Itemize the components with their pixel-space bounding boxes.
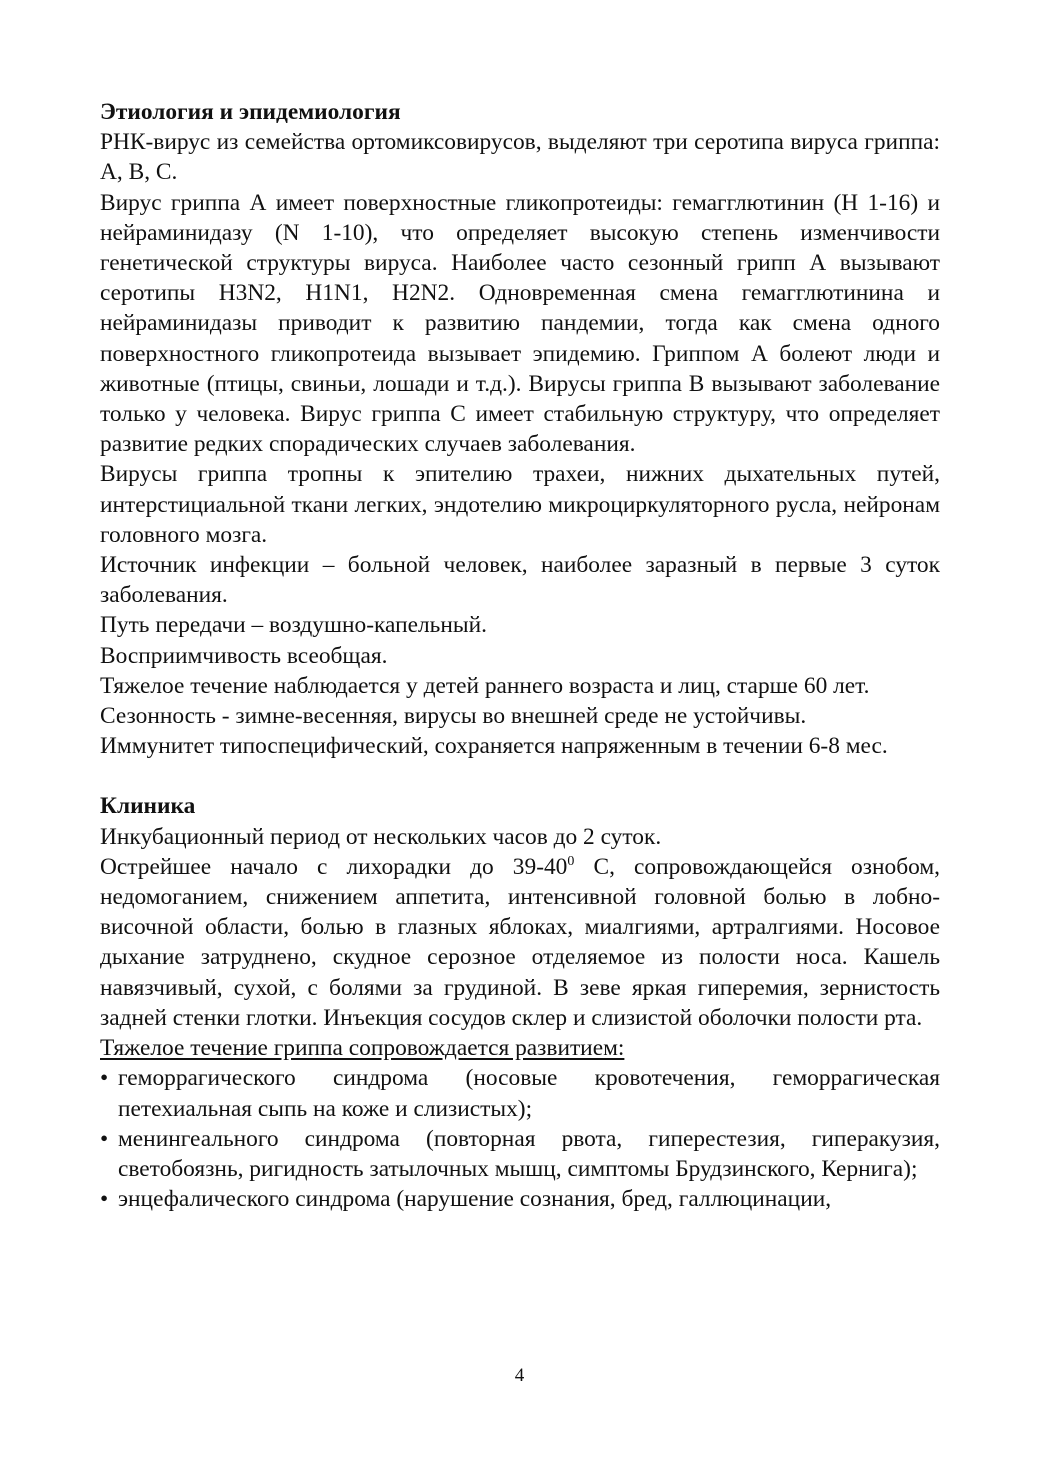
paragraph-seasonality: Сезонность - зимне-весенняя, вирусы во внешней среде не устойчивы. (100, 703, 807, 730)
paragraph-onset (100, 852, 940, 1033)
section-spacer (100, 761, 940, 791)
degree-superscript: 0 (567, 853, 575, 869)
list-item-text: энцефалического синдрома (нарушение сознания, бред, галлюцинации, (118, 1186, 832, 1213)
paragraph-susceptibility: Восприимчивость всеобщая. (100, 642, 388, 669)
bullet-icon: • (100, 1065, 109, 1092)
section-title-clinic: Клиника (100, 793, 196, 820)
list-item-meningeal (100, 1124, 940, 1184)
list-item-encephalic (100, 1184, 940, 1214)
paragraph-incubation: Инкубационный период от нескольких часов до 2 суток. (100, 823, 662, 850)
section-title-etiology: Этиология и эпидемиология (100, 99, 401, 125)
list-item-hemorrhagic (100, 1063, 940, 1123)
paragraph-transmission: Путь передачи – воздушно-капельный. (100, 612, 487, 639)
list-item-text: геморрагического синдрома (носовые кровотечения, геморрагическая петехиальная сыпь на коже и слизистых); (118, 1065, 940, 1122)
paragraph-source: Источник инфекции – больной человек, наиболее заразный в первые 3 суток заболевания. (100, 552, 940, 609)
paragraph-tropism: Вирусы гриппа тропны к эпителию трахеи, нижних дыхательных путей, интерстициальной ткани легких, эндотелию микроциркуляторного русла, нейронам головного мозга. (100, 461, 940, 548)
onset-text-end: С, сопровождающейся ознобом, недомоганием, снижением аппетита, интенсивной головной болью в лобно-височной области, болью в глазных яблоках, миалгиями, артралгиями. Носовое дыхание затруднено, скудное серозное отделяемое из полости носа. Кашель навязчивый, сухой, с болями за грудиной. В зеве яркая гиперемия, зернистость задней стенки глотки. Инъекция сосудов склер и слизистой оболочки полости рта. (100, 853, 940, 1031)
severe-course-list (100, 1063, 940, 1214)
severe-course-heading: Тяжелое течение гриппа сопровождается развитием: (100, 1035, 625, 1062)
paragraph-influenza-a: Вирус гриппа А имеет поверхностные гликопротеиды: гемагглютинин (Н 1-16) и нейраминидазу (N 1-10), что определяет высокую степень изменчивости генетической структуры вируса. Наиболее часто сезонный грипп А вызывают серотипы H3N2, H1N1, H2N2. Одновременная смена гемагглютинина и нейраминидазы приводит к развитию пандемии, тогда как смена одного поверхностного гликопротеида вызывает эпидемию. Гриппом А болеют люди и животные (птицы, свиньи, лошади и т.д.). Вирусы гриппа В вызывают заболевание только у человека. Вирус гриппа С имеет стабильную структуру, что определяет развитие редких спорадических случаев заболевания. (100, 189, 940, 458)
paragraph-immunity: Иммунитет типоспецифический, сохраняется напряженным в течении 6-8 мес. (100, 733, 888, 760)
document-page (100, 97, 940, 1214)
page-number: 4 (514, 1365, 525, 1386)
bullet-icon: • (100, 1125, 109, 1152)
list-item-text: менингеального синдрома (повторная рвота, гиперестезия, гиперакузия, светобоязнь, ригидность затылочных мышц, симптомы Брудзинского, Кернига); (118, 1125, 940, 1182)
bullet-icon: • (100, 1186, 109, 1213)
paragraph-virus-types: РНК-вирус из семейства ортомиксовирусов, выделяют три серотипа вируса гриппа: А, В, С. (100, 129, 940, 186)
onset-text-start: Острейшее начало с лихорадки до 39-40 (100, 853, 568, 880)
paragraph-severe-course: Тяжелое течение наблюдается у детей раннего возраста и лиц, старше 60 лет. (100, 672, 870, 699)
